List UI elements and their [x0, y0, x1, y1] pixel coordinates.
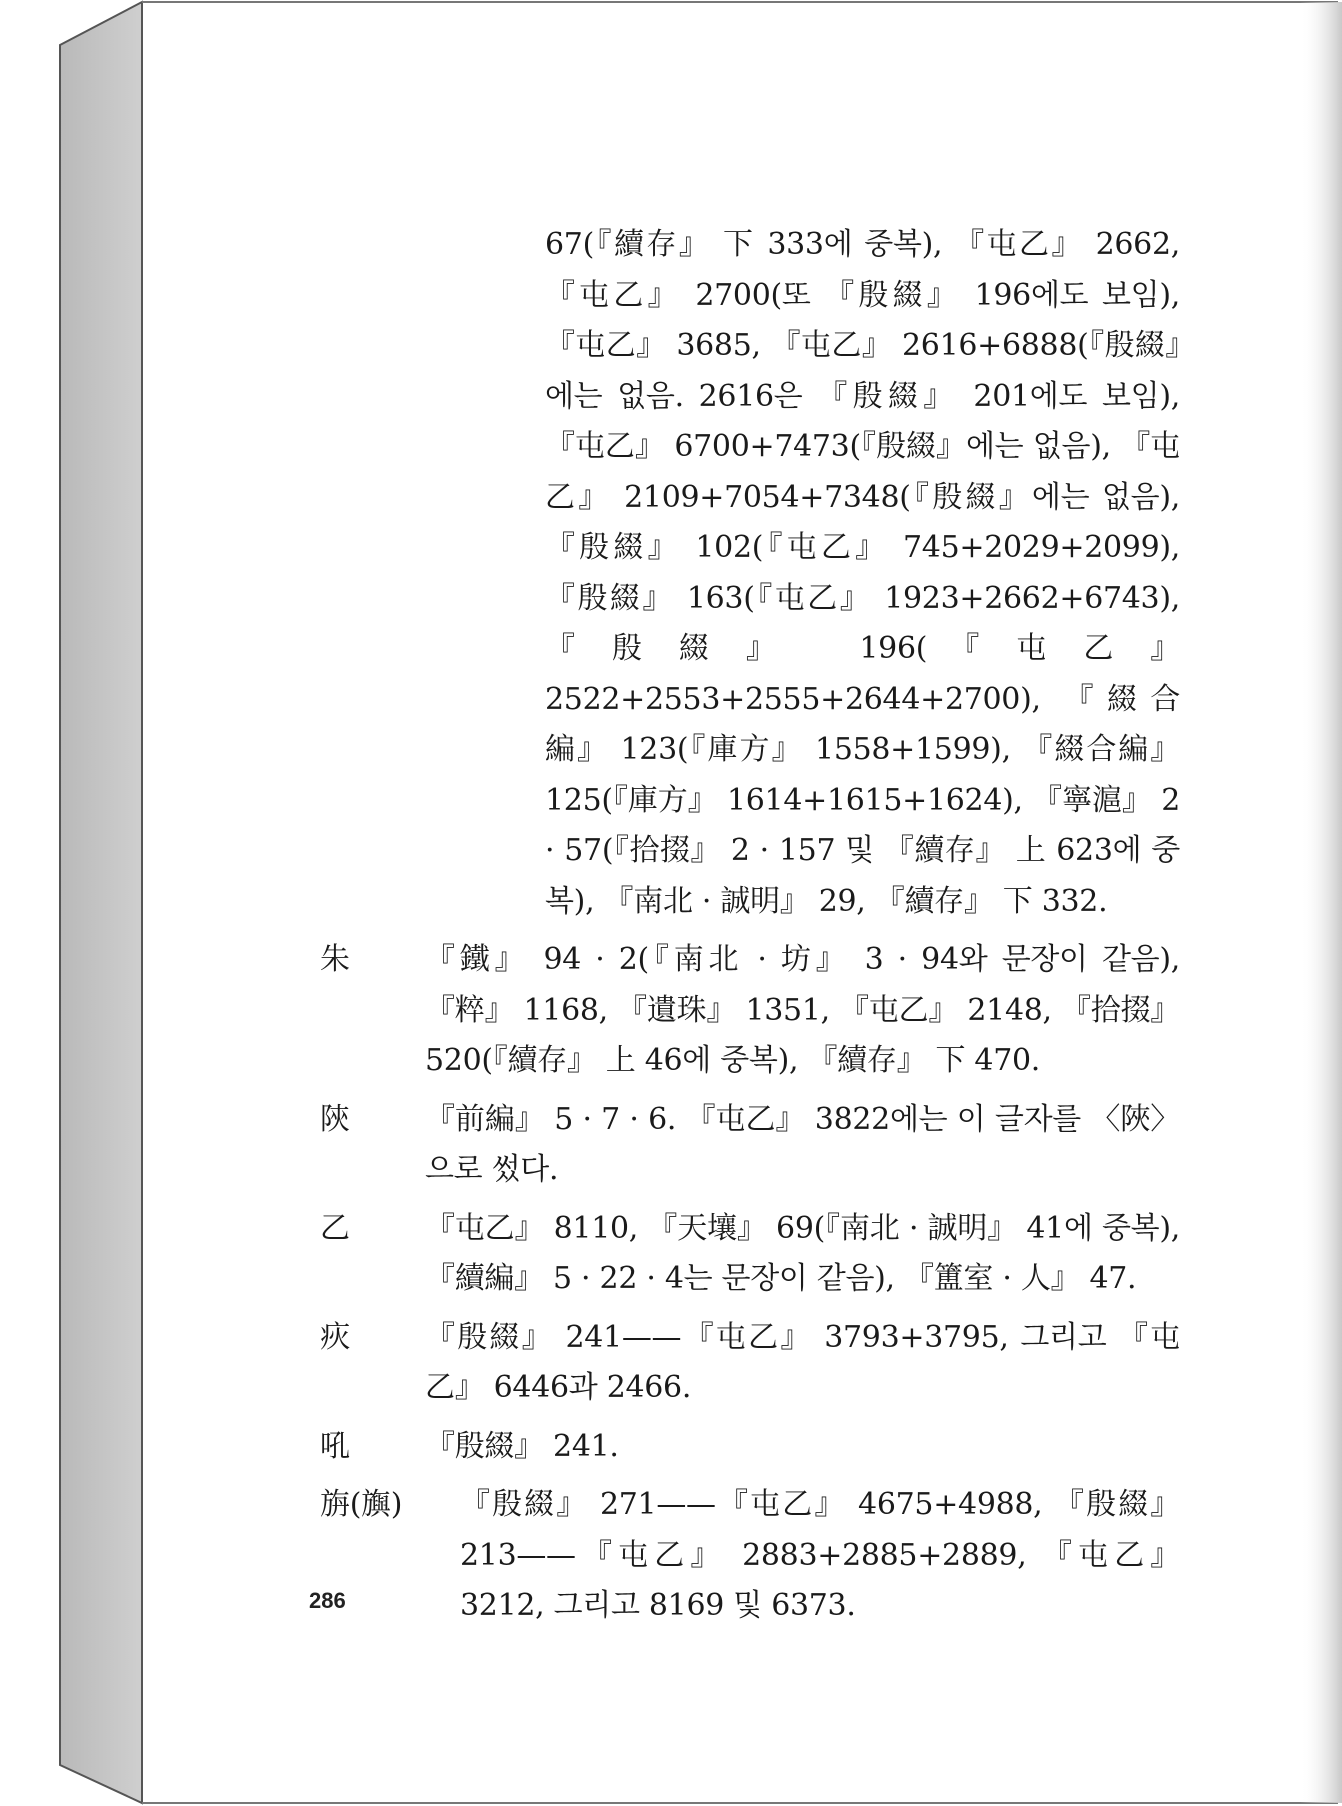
- entry-text: 『屯乙』 8110, 『天壤』 69(『南北 · 誠明』 41에 중복), 『續編』 5 · 22 · 4는 문장이 같음), 『簠室 · 人』 47.: [425, 1210, 1180, 1296]
- entry-headword: 陝: [320, 1101, 350, 1137]
- entry-text: 『鐵』 94 · 2(『南北 · 坊』 3 · 94와 문장이 같음), 『粹』 1168, 『遺珠』 1351, 『屯乙』 2148, 『拾掇』 520(『續存』 上 46에 중복), 『續存』 下 470.: [425, 942, 1180, 1078]
- entry: [320, 1204, 1180, 1305]
- entry-headword: 旃(旟): [320, 1487, 403, 1522]
- entry-headword: 朱: [320, 942, 350, 977]
- entry-text: 『前編』 5 · 7 · 6. 『屯乙』 3822에는 이 글자를 〈陜〉으로 썼다.: [425, 1101, 1180, 1187]
- page-text: [320, 220, 1180, 1632]
- entry: [320, 1480, 1180, 1632]
- continuation-paragraph: 67(『續存』 下 333에 중복), 『屯乙』 2662, 『屯乙』 2700(또 『殷綴』 196에도 보임), 『屯乙』 3685, 『屯乙』 2616+6888(『殷綴』에는 없음. 2616은 『殷綴』 201에도 보임), 『屯乙』 6700+7473(『殷綴』에는 없음), 『屯乙』 2109+7054+7348(『殷綴』에는 없음), 『殷綴』 102(『屯乙』 745+2029+2099), 『殷綴』 163(『屯乙』 1923+2662+6743), 『殷綴』 196(『屯乙』 2522+2553+2555+2644+2700), 『綴合編』 123(『庫方』 1558+1599), 『綴合編』 125(『庫方』 1614+1615+1624), 『寧滬』 2 · 57(『拾掇』 2 · 157 및 『續存』 上 623에 중복), 『南北 · 誠明』 29, 『續存』 下 332.: [545, 227, 1180, 919]
- entry-headword: 吼: [320, 1428, 350, 1464]
- page-number: 286: [309, 1588, 346, 1613]
- entry-headword: 乙: [320, 1210, 350, 1246]
- entry-text: 『殷綴』 241.: [425, 1428, 619, 1464]
- entry-headword: 疢: [320, 1319, 350, 1355]
- entry: [320, 1422, 1180, 1473]
- entry: [320, 1095, 1180, 1196]
- entry-text: 『殷綴』 241——『屯乙』 3793+3795, 그리고 『屯乙』 6446과 2466.: [425, 1319, 1180, 1405]
- entry-text: 『殷綴』 271——『屯乙』 4675+4988, 『殷綴』 213——『屯乙』 2883+2885+2889, 『屯乙』 3212, 그리고 8169 및 6373.: [460, 1487, 1180, 1623]
- entry: [320, 935, 1180, 1087]
- entry: [320, 1313, 1180, 1414]
